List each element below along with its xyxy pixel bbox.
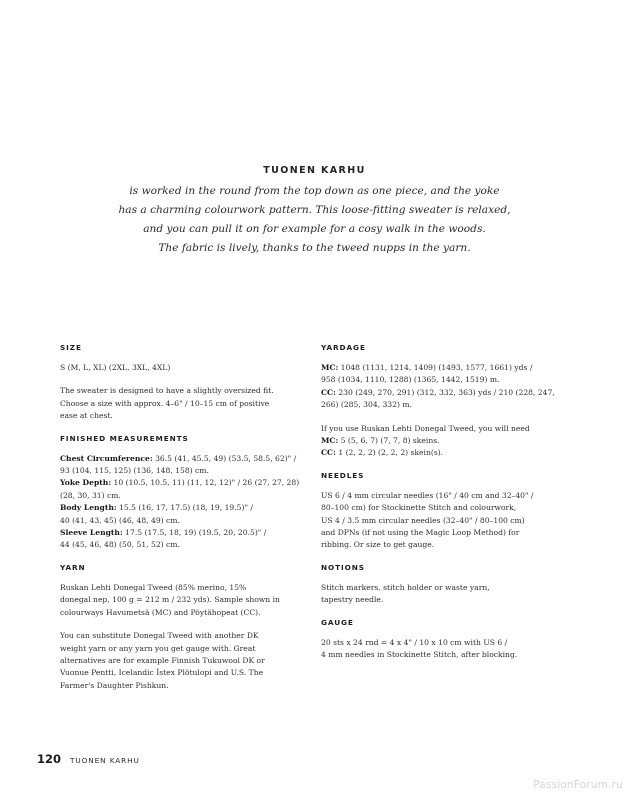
text-line: Farmer's Daughter Pishkun. xyxy=(60,680,169,690)
yardage-list xyxy=(321,362,571,412)
gauge-heading: GAUGE xyxy=(321,617,354,627)
body-label: Body Length: xyxy=(60,503,117,513)
mc-label: MC: xyxy=(321,363,339,372)
body-value-cm: 40 (41, 43, 45) (46, 48, 49) cm. xyxy=(60,515,180,525)
intro-block xyxy=(0,165,629,258)
ruskan-mc-line xyxy=(321,435,571,447)
cc-label: CC: xyxy=(321,387,336,397)
chest-line xyxy=(60,453,305,465)
mc-line xyxy=(321,362,571,374)
text-line: 20 sts x 24 rnd = 4 x 4" / 10 x 10 cm with US 6 / xyxy=(321,637,508,647)
yardage-heading: YARDAGE xyxy=(321,343,366,352)
yarn-paragraph xyxy=(60,582,305,619)
yoke-value-cm: (28, 30, 31) cm. xyxy=(60,490,121,500)
page-number: 120 xyxy=(37,752,62,766)
needles-section xyxy=(321,471,571,552)
cc-value: 230 (249, 270, 291) (312, 332, 363) yds / 210 (228, 247, xyxy=(335,387,555,397)
notions-heading: NOTIONS xyxy=(321,562,365,572)
watermark: PassionForum.ru xyxy=(533,779,623,791)
notions-section xyxy=(321,563,571,607)
gauge-paragraph xyxy=(321,637,571,662)
ruskan-cc-value: 1 (2, 2, 2) (2, 2, 2) skein(s). xyxy=(335,448,444,458)
ruskan-intro: If you use Ruskan Lehti Donegal Tweed, you will need xyxy=(321,423,530,433)
yoke-line xyxy=(60,477,305,489)
size-note xyxy=(60,385,305,422)
body-line xyxy=(60,502,305,514)
needles-heading: NEEDLES xyxy=(321,470,365,480)
text-line: The sweater is designed to have a slightly oversized fit. xyxy=(60,386,274,396)
text-line: Vuonue Pentti, Icelandic Ístex Plötulopi and U.S. The xyxy=(60,668,264,678)
size-heading: SIZE xyxy=(60,343,82,352)
text-line: Ruskan Lehti Donegal Tweed (85% merino, 15% xyxy=(60,582,247,592)
text-line: alternatives are for example Finnish Tukuwool DK or xyxy=(60,655,265,665)
size-values: S (M, L, XL) (2XL, 3XL, 4XL) xyxy=(60,363,171,372)
intro-line: has a charming colourwork pattern. This loose-fitting sweater is relaxed, xyxy=(118,204,511,216)
size-section xyxy=(60,343,305,423)
sleeve-value-cm: 44 (45, 46, 48) (50, 51, 52) cm. xyxy=(60,540,180,550)
pattern-title: TUONEN KARHU xyxy=(263,165,366,176)
body-value: 15.5 (16, 17, 17.5) (18, 19, 19.5)" / xyxy=(116,503,253,513)
text-line: Stitch markers, stitch holder or waste yarn, xyxy=(321,582,490,592)
text-line: 4 mm needles in Stockinette Stitch, after blocking. xyxy=(321,650,518,660)
mc-value-m: 958 (1034, 1110, 1288) (1365, 1442, 1519) m. xyxy=(321,375,500,385)
text-line: ease at chest. xyxy=(60,411,113,421)
ruskan-mc-value: 5 (5, 6, 7) (7, 7, 8) skeins. xyxy=(338,436,440,446)
yardage-section xyxy=(321,343,571,460)
sleeve-value: 17.5 (17.5, 18, 19) (19.5, 20, 20.5)" / xyxy=(122,528,267,538)
text-line: and DPNs (if not using the Magic Loop Method) for xyxy=(321,528,520,538)
text-line: colourways Havumetsä (MC) and Pöytähopeat (CC). xyxy=(60,607,261,617)
text-line: Choose a size with approx. 4–6" / 10–15 cm of positive xyxy=(60,398,270,408)
yoke-label: Yoke Depth: xyxy=(60,478,112,488)
yarn-heading: YARN xyxy=(60,562,86,572)
ruskan-skeins xyxy=(321,423,571,460)
ruskan-cc-label: CC: xyxy=(321,448,336,458)
gauge-section xyxy=(321,618,571,662)
chest-value: 36.5 (41, 45.5, 49) (53.5, 58.5, 62)" / xyxy=(152,453,297,463)
text-line: ribbing. Or size to get gauge. xyxy=(321,540,435,550)
ruskan-cc-line xyxy=(321,447,571,459)
chest-label: Chest Circumference: xyxy=(60,453,153,463)
text-line: 80–100 cm) for Stockinette Stitch and colourwork, xyxy=(321,503,517,513)
mc-value: 1048 (1131, 1214, 1409) (1493, 1577, 1661) yds / xyxy=(338,363,533,372)
finished-measurements-heading: FINISHED MEASUREMENTS xyxy=(60,433,189,443)
size-list xyxy=(60,362,305,374)
notions-paragraph xyxy=(321,582,571,607)
ruskan-mc-label: MC: xyxy=(321,436,339,446)
text-line: US 6 / 4 mm circular needles (16" / 40 cm and 32–40" / xyxy=(321,490,534,500)
yarn-section xyxy=(60,563,305,692)
text-line: You can substitute Donegal Tweed with another DK xyxy=(60,631,259,641)
sleeve-label: Sleeve Length: xyxy=(60,528,123,538)
cc-value-m: 266) (285, 304, 332) m. xyxy=(321,400,412,410)
finished-measurements-section xyxy=(60,434,305,552)
yoke-value: 10 (10.5, 10.5, 11) (11, 12, 12)" / 26 (27, 27, 28) xyxy=(111,478,300,488)
intro-line: is worked in the round from the top down as one piece, and the yoke xyxy=(129,185,500,197)
text-line: donegal nep, 100 g = 212 m / 232 yds). Sample shown in xyxy=(60,595,280,605)
page-footer xyxy=(37,752,140,766)
chest-value-cm: 93 (104, 115, 125) (136, 148, 158) cm. xyxy=(60,466,209,476)
right-column xyxy=(321,343,571,673)
measurements-list xyxy=(60,453,305,552)
yarn-substitute-paragraph xyxy=(60,630,305,692)
needles-paragraph xyxy=(321,490,571,552)
left-column xyxy=(60,343,305,703)
running-title: TUONEN KARHU xyxy=(70,756,140,765)
intro-line: The fabric is lively, thanks to the tweed nupps in the yarn. xyxy=(158,242,471,254)
intro-line: and you can pull it on for example for a cosy walk in the woods. xyxy=(143,223,486,235)
cc-line xyxy=(321,387,571,399)
text-line: weight yarn or any yarn you get gauge with. Great xyxy=(60,643,256,653)
sleeve-line xyxy=(60,527,305,539)
text-line: US 4 / 3.5 mm circular needles (32–40" / 80–100 cm) xyxy=(321,515,525,525)
text-line: tapestry needle. xyxy=(321,595,384,605)
